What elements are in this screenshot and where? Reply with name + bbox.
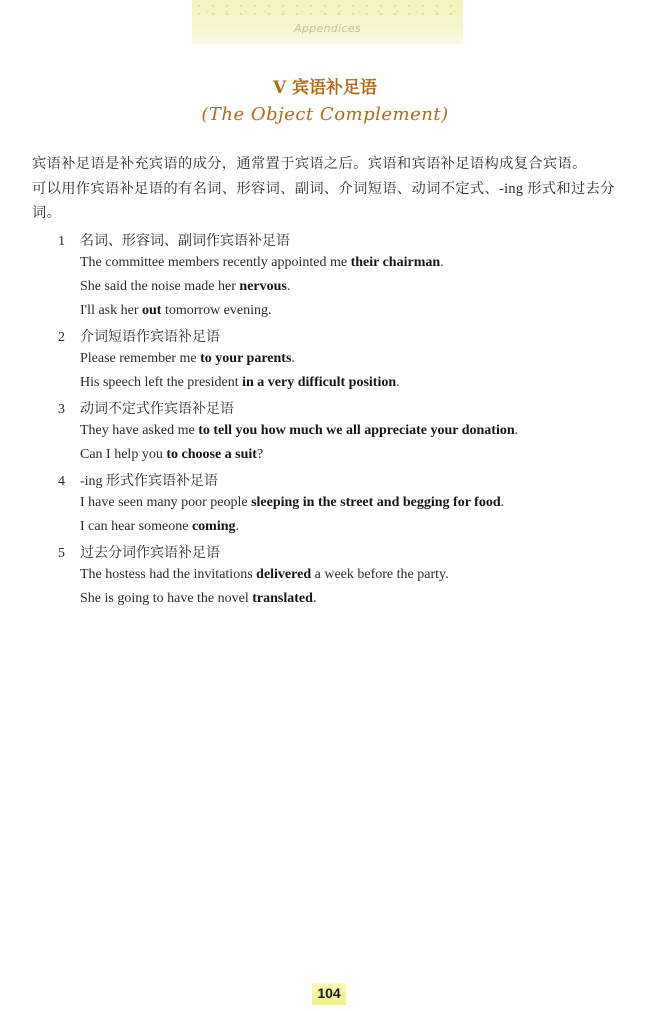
section-heading: [58, 230, 290, 250]
intro-line: 词。: [32, 205, 62, 221]
intro-line: 宾语补足语是补充宾语的成分，通常置于宾语之后。宾语和宾语补足语构成复合宾语。: [32, 156, 587, 172]
example-sentence: Please remember me to your parents.: [80, 351, 295, 366]
section-number: 5: [58, 546, 65, 561]
example-sentence: She said the noise made her nervous.: [80, 279, 291, 294]
section-heading: [58, 398, 234, 418]
section-number: 2: [58, 330, 65, 345]
example-sentence: I can hear someone coming.: [80, 519, 240, 534]
highlighted-complement: translated: [252, 591, 313, 606]
highlighted-complement: out: [142, 303, 162, 318]
section-heading-text: 介词短语作宾语补足语: [80, 330, 220, 345]
highlighted-complement: coming: [191, 519, 236, 534]
highlighted-complement: nervous: [239, 279, 287, 294]
highlighted-complement: sleeping in the street and begging for food: [251, 495, 501, 510]
intro-paragraph: [32, 152, 639, 226]
section-number: 3: [58, 402, 65, 417]
example-sentence: She is going to have the novel translated.: [80, 591, 317, 606]
section-heading-text: 名词、形容词、副词作宾语补足语: [80, 234, 290, 249]
section-heading: [58, 470, 218, 490]
example-sentence: The hostess had the invitations delivered a week before the party.: [80, 567, 449, 582]
intro-line: 可以用作宾语补足语的有名词、形容词、副词、介词短语、动词不定式、-ing 形式和过去分: [32, 180, 615, 197]
section-heading-text: 过去分词作宾语补足语: [80, 546, 220, 561]
header-label: Appendices: [294, 22, 361, 35]
section-number: 1: [58, 234, 65, 249]
header-band: [192, 0, 463, 44]
section-heading: [58, 542, 220, 562]
example-sentence: Can I help you to choose a suit?: [80, 447, 264, 462]
section-heading-text: 动词不定式作宾语补足语: [80, 402, 234, 417]
example-sentence: They have asked me to tell you how much we all appreciate your donation.: [80, 423, 519, 438]
highlighted-complement: their chairman: [350, 255, 441, 270]
example-sentence: His speech left the president in a very difficult position.: [80, 375, 400, 390]
section-heading: [58, 326, 220, 346]
highlighted-complement: in a very difficult position: [242, 375, 397, 390]
section-number: 4: [58, 474, 65, 489]
example-sentence: I'll ask her out tomorrow evening.: [80, 303, 272, 318]
example-sentence: The committee members recently appointed me their chairman.: [80, 255, 444, 270]
page-number: 104: [312, 983, 346, 1005]
highlighted-complement: to choose a suit: [166, 447, 257, 462]
section-title: V 宾语补足语: [272, 78, 378, 98]
highlighted-complement: to tell you how much we all appreciate your donation: [198, 423, 515, 438]
example-sentence: I have seen many poor people sleeping in the street and begging for food.: [80, 495, 505, 510]
highlighted-complement: to your parents: [200, 351, 292, 366]
section-subtitle: (The Object Complement): [201, 104, 449, 125]
section-heading-text: -ing 形式作宾语补足语: [80, 474, 219, 489]
highlighted-complement: delivered: [256, 567, 312, 582]
